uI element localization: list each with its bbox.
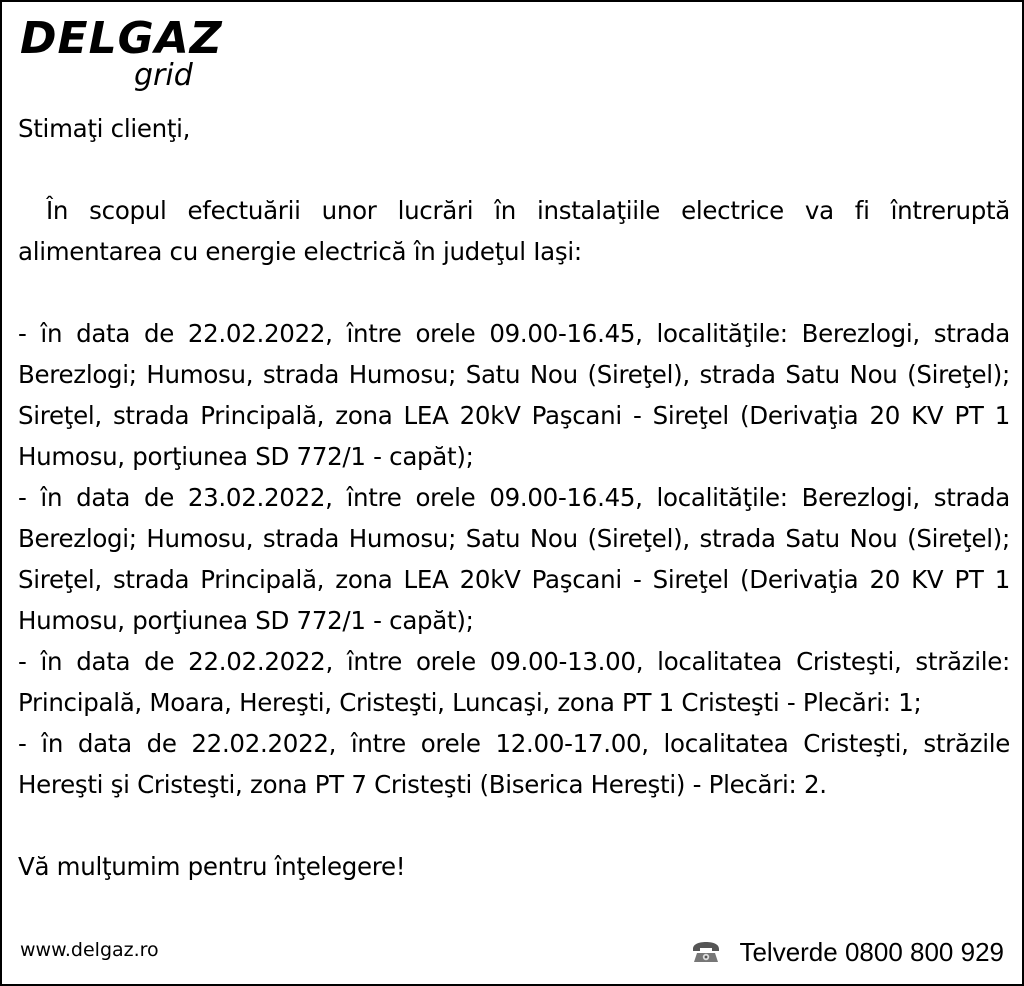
hotline-number[interactable]: Telverde 0800 800 929 — [739, 937, 1004, 967]
logo-name: DELGAZ — [20, 13, 223, 64]
website-link[interactable]: www.delgaz.ro — [20, 939, 159, 961]
hotline — [691, 936, 1004, 968]
outage-item: - în data de 23.02.2022, între orele 09.00-16.45, localităţile: Berezlogi, strada Berezlogi; Humosu, strada Humosu; Satu Nou (Sireţel), strada Satu Nou (Sireţel); Sireţel, strada Principală, zona LEA 20kV Paşcani - Sireţel (Derivaţia 20 KV PT 1 Humosu, porţiunea SD 772/1 - capăt); — [18, 483, 1010, 635]
logo-subtitle: grid — [134, 58, 193, 93]
delgaz-logo — [20, 13, 223, 96]
closing-line: Vă mulţumim pentru înţelegere! — [18, 852, 406, 881]
outage-item: - în data de 22.02.2022, între orele 09.00-16.45, localităţile: Berezlogi, strada Berezlogi; Humosu, strada Humosu; Satu Nou (Sireţel), strada Satu Nou (Sireţel); Sireţel, strada Principală, zona LEA 20kV Paşcani - Sireţel (Derivaţia 20 KV PT 1 Humosu, porţiunea SD 772/1 - capăt); — [18, 319, 1010, 471]
announcement-body — [18, 108, 1010, 887]
phone-icon — [691, 940, 721, 964]
outage-item: - în data de 22.02.2022, între orele 09.00-13.00, localitatea Cristeşti, străzile: Principală, Moara, Hereşti, Cristeşti, Luncaşi, zona PT 1 Cristeşti - Plecări: 1; — [18, 647, 1010, 717]
greeting: Stimaţi clienţi, — [18, 114, 191, 143]
intro-paragraph: În scopul efectuării unor lucrări în instalaţiile electrice va fi întreruptă alimentarea cu energie electrică în judeţul Iaşi: — [18, 196, 1010, 266]
outage-item: - în data de 22.02.2022, între orele 12.00-17.00, localitatea Cristeşti, străzile Hereşti şi Cristeşti, zona PT 7 Cristeşti (Biserica Hereşti) - Plecări: 2. — [18, 729, 1010, 799]
